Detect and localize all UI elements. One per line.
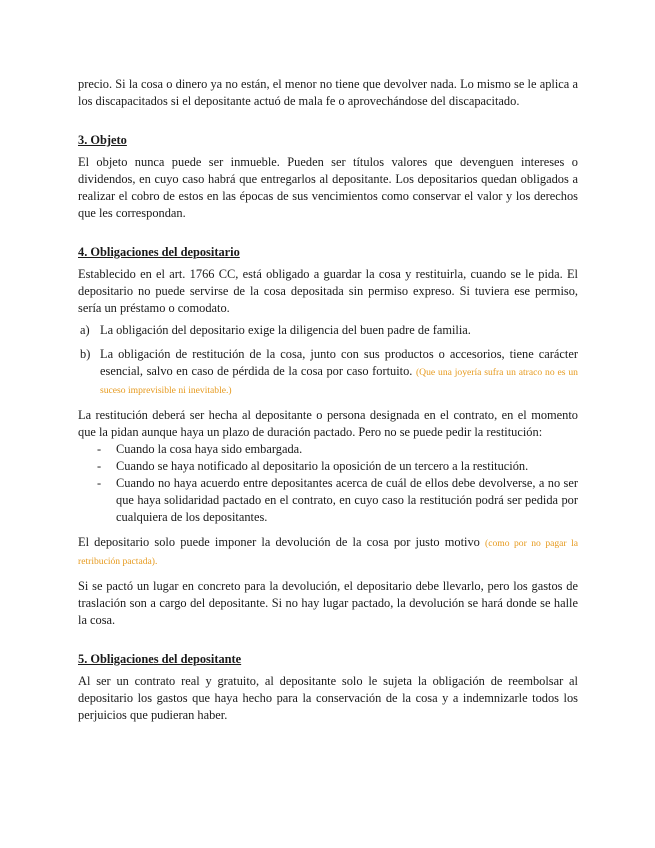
section-3-paragraph: El objeto nunca puede ser inmueble. Pueden ser títulos valores que devenguen intereses o dividendos, en cuyo caso habrá que entregarlos al depositante. Los depositarios quedan obligados a realizar el cobro de estos en las épocas de sus vencimientos como conservar el valor y los derechos que les correspondan. bbox=[78, 155, 578, 220]
section-4-paragraph-4: Si se pactó un lugar en concreto para la devolución, el depositario debe llevarlo, pero los gastos de traslación son a cargo del depositante. Si no hay lugar pactado, la devolución se hará donde se halle la cosa. bbox=[78, 579, 578, 627]
exceptions-list bbox=[78, 441, 578, 526]
list-marker: - bbox=[97, 442, 102, 456]
section-4-paragraph-1: Establecido en el art. 1766 CC, está obligado a guardar la cosa y restituirla, cuando se le pida. El depositario no puede servirse de la cosa depositada sin permiso expreso. Si tuviera ese permiso, sería un préstamo o comodato. bbox=[78, 267, 578, 315]
document-page bbox=[78, 76, 578, 724]
list-marker: - bbox=[97, 476, 102, 490]
section-4-paragraph-2: La restitución deberá ser hecha al depositante o persona designada en el contrato, en el momento que la pidan aunque haya un plazo de duración pactado. Pero no se puede pedir la restitución: bbox=[78, 408, 578, 439]
intro-paragraph: precio. Si la cosa o dinero ya no están, el menor no tiene que devolver nada. Lo mismo se le aplica a los discapacitados si el depositante actuó de mala fe o aprovechándose del discapacitado. bbox=[78, 77, 578, 108]
list-item-text: Cuando la cosa haya sido embargada. bbox=[116, 442, 303, 456]
list-marker: a) bbox=[80, 323, 90, 337]
obligations-list bbox=[78, 322, 578, 399]
paragraph-text: El depositario solo puede imponer la devolución de la cosa por justo motivo bbox=[78, 535, 480, 549]
section-5-heading: 5. Obligaciones del depositante bbox=[78, 652, 242, 666]
section-4-paragraph-3 bbox=[78, 534, 578, 570]
list-marker: - bbox=[97, 459, 102, 473]
list-item bbox=[78, 322, 578, 339]
list-item bbox=[78, 458, 578, 475]
margin-note: (como por no pagar la retribución pactada). bbox=[78, 538, 578, 567]
margin-note: (Que una joyería sufra un atraco no es un suceso imprevisible ni inevitable.) bbox=[100, 367, 578, 396]
list-marker: b) bbox=[80, 347, 91, 361]
list-item-text: La obligación del depositario exige la diligencia del buen padre de familia. bbox=[100, 323, 471, 337]
list-item bbox=[78, 346, 578, 399]
section-3-heading: 3. Objeto bbox=[78, 133, 127, 147]
list-item bbox=[78, 441, 578, 458]
list-item-text: La obligación de restitución de la cosa, junto con sus productos o accesorios, tiene carácter esencial, salvo en caso de pérdida de la cosa por caso fortuito. bbox=[100, 347, 578, 378]
section-5-paragraph: Al ser un contrato real y gratuito, al depositante solo le sujeta la obligación de reembolsar al depositario los gastos que haya hecho para la conservación de la cosa y a indemnizarle todos los perjuicios que pudieran haber. bbox=[78, 674, 578, 722]
section-4-heading: 4. Obligaciones del depositario bbox=[78, 245, 240, 259]
list-item-text: Cuando no haya acuerdo entre depositantes acerca de cuál de ellos debe devolverse, a no ser que haya solidaridad pactado en el contrato, en cuyo caso la restitución podrá ser pedida por cualquiera de los depositantes. bbox=[116, 476, 578, 524]
list-item bbox=[78, 475, 578, 526]
list-item-text: Cuando se haya notificado al depositario la oposición de un tercero a la restitución. bbox=[116, 459, 529, 473]
